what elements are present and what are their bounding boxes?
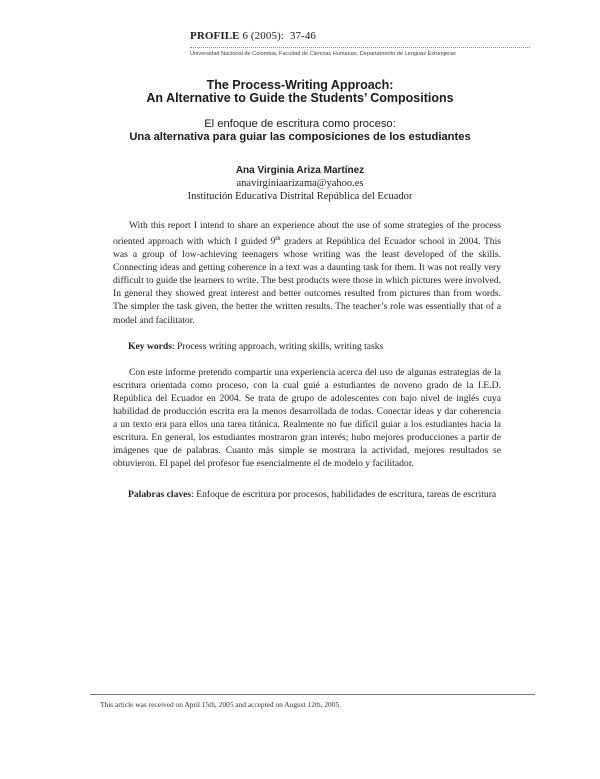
keywords-spanish [113, 488, 501, 501]
footer-rule [90, 694, 535, 695]
journal-name: PROFILE [190, 30, 240, 42]
spanish-title-line-1: El enfoque de escritura como proceso: [204, 118, 396, 130]
palabras-claves-label: Palabras claves [128, 489, 192, 500]
keywords-english [128, 341, 508, 352]
keywords-text: : Process writing approach, writing skills, writing tasks [171, 341, 384, 352]
abstract-english-part-2: graders at República del Ecuador school in 2004. This was a group of low-achieving teenagers whose writing was the least developed of the skills. Connecting ideas and getting coherence in a text was a daunting task for them. It was not really very difficult to guide the learners to write. The best products were those in which pictures were involved. In general they showed great interest and better outcomes resulted from pictures than from words. The simpler the task given, the better the written results. The teacher’s role was essentially that of a model and facilitator. [113, 236, 501, 326]
header-affiliation: Universidad Nacional de Colombia, Facultad de Ciencias Humanas, Departamento de Lenguas Extranjeras [190, 51, 456, 57]
abstract-spanish [113, 366, 501, 470]
palabras-claves-text: : Enfoque de escritura por procesos, habilidades de escritura, tareas de escritura [191, 489, 497, 500]
author-email: anavirginiaarizama@yahoo.es [236, 178, 364, 189]
abstract-english-part-1: With this report I intend to share an experience about the use of some strategies of the process oriented approach with which I guided 9 [113, 220, 501, 248]
dotted-rule [190, 43, 530, 48]
article-title-line-1: The Process-Writing Approach: [206, 78, 394, 92]
article-title-line-2: An Alternative to Guide the Students’ Compositions [146, 91, 454, 105]
spanish-title-line-2: Una alternativa para guiar las composiciones de los estudiantes [129, 131, 471, 143]
journal-citation [190, 30, 535, 42]
author-institution: Institución Educativa Distrital República del Ecuador [187, 191, 413, 202]
journal-pages: 37-46 [289, 30, 317, 42]
ordinal-superscript: th [275, 235, 281, 243]
running-header [190, 30, 535, 57]
keywords-label: Key words [128, 341, 172, 352]
footnote-received: This article was received on April 15th, 2005 and accepted on August 12th, 2005. [100, 700, 341, 709]
abstract-spanish-text: Con este informe pretendo compartir una experiencia acerca del uso de algunas estrategias de la escritura orientada como proceso, con la cual guié a estudiantes de noveno grado de la I.E.D. República del Ecuador en 2004. Se trata de grupo de adolescentes con bajo nivel de inglés cuya habilidad de producción escrita era la menos desarrollada de todas. Conectar ideas y dar coherencia a un texto era para ellos una tarea titánica. Realmente no fue difícil guiar a los estudiantes hacia la escritura. En general, los estudiantes mostraron gran interés; hubo mejores producciones a partir de imágenes que de palabras. Cuanto más simple se mostrara la actividad, mejores resultados se obtuvieron. El papel del profesor fue esencialmente el de modelo y facilitador. [113, 367, 501, 470]
journal-issue: 6 (2005): [242, 30, 284, 42]
author-name: Ana Virginia Ariza Martínez [235, 165, 365, 176]
abstract-english [113, 219, 501, 327]
